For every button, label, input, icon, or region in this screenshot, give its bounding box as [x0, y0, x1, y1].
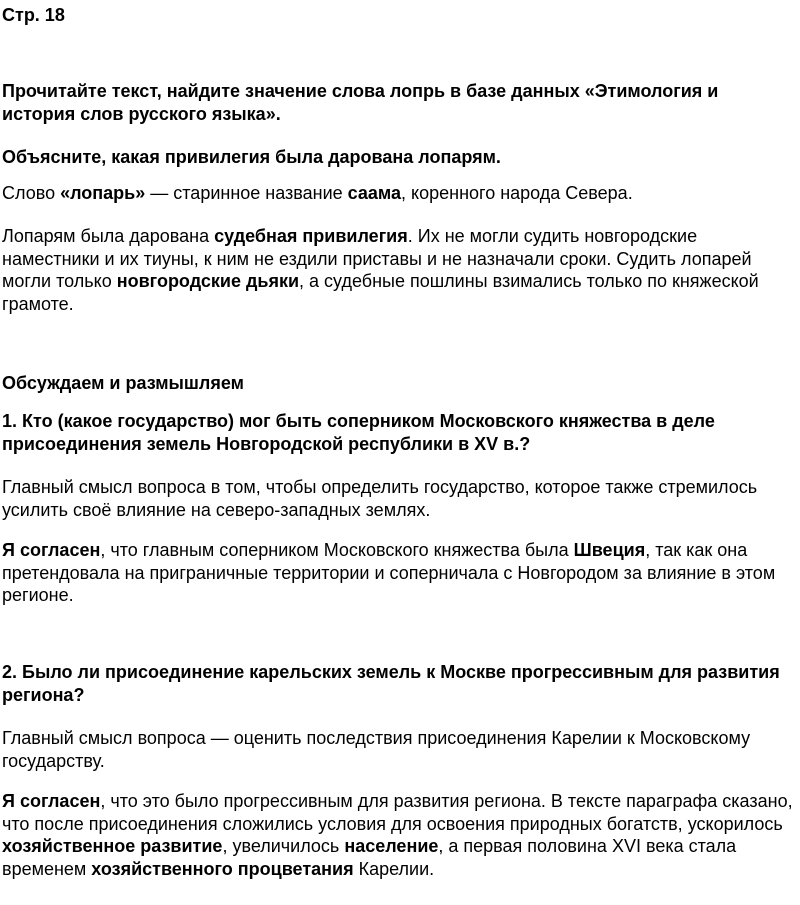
text-run: Лопарям была дарована — [2, 226, 215, 246]
bold-term: судебная привилегия — [214, 226, 408, 246]
bold-term: саама — [347, 183, 402, 203]
text-run: . Их не могли судить новгородские наместники и их тиуны, к ним не ездили приставы и не назначали сроки. Судить лопарей могли только — [2, 226, 752, 291]
question-1-title: 1. Кто (какое государство) мог быть соперником Московского княжества в деле присоединения земель Новгородской республики в XV в.? — [2, 411, 715, 454]
bold-term: Я согласен — [2, 540, 101, 560]
page-number: Стр. 18 — [2, 5, 65, 25]
bold-term: «лопарь» — [60, 183, 146, 203]
question-1-paragraph-1: Главный смысл вопроса в том, чтобы определить государство, которое также стремилось усилить своё влияние на северо-западных землях. — [2, 477, 758, 520]
bold-term: население — [344, 836, 439, 856]
answer-paragraph-2 — [2, 225, 794, 315]
question-2-title: 2. Было ли присоединение карельских земель к Москве прогрессивным для развития региона? — [2, 662, 780, 705]
text-run: , а судебные пошлины взимались только по княжеской грамоте. — [2, 271, 759, 314]
text-run: , коренного народа Севера. — [401, 183, 633, 203]
bold-term: хозяйственное развитие — [2, 836, 223, 856]
question-2-paragraph-1: Главный смысл вопроса — оценить последствия присоединения Карелии к Московскому государству. — [2, 728, 751, 771]
question-2-paragraph-2 — [2, 790, 794, 880]
text-run: , увеличилось — [222, 836, 345, 856]
text-run: , так как она претендовала на приграничные территории и соперничала с Новгородом за влияние в этом регионе. — [2, 540, 776, 605]
text-run: , что это было прогрессивным для развития региона. В тексте параграфа сказано, что после присоединения сложились условия для освоения природных богатств, ускорилось — [2, 791, 793, 834]
bold-term: новгородские дьяки — [116, 271, 300, 291]
section-heading: Обсуждаем и размышляем — [2, 373, 244, 393]
task-instruction: Прочитайте текст, найдите значение слова лопрь в базе данных «Этимология и история слов русского языка». — [2, 81, 719, 124]
text-run: Слово — [2, 183, 61, 203]
bold-term: Я согласен — [2, 791, 101, 811]
text-run: , а первая половина XVI века стала временем — [2, 836, 737, 879]
text-run: Карелии. — [353, 858, 435, 879]
text-run: , что главным соперником Московского княжества была — [100, 540, 574, 560]
question-1-paragraph-2 — [2, 539, 794, 607]
task-question: Объясните, какая привилегия была дарована лопарям. — [2, 147, 501, 167]
answer-paragraph-1 — [2, 182, 794, 205]
text-run: — старинное название — [145, 183, 348, 203]
bold-term: хозяйственного процветания — [91, 858, 354, 879]
bold-term: Швеция — [573, 540, 646, 560]
